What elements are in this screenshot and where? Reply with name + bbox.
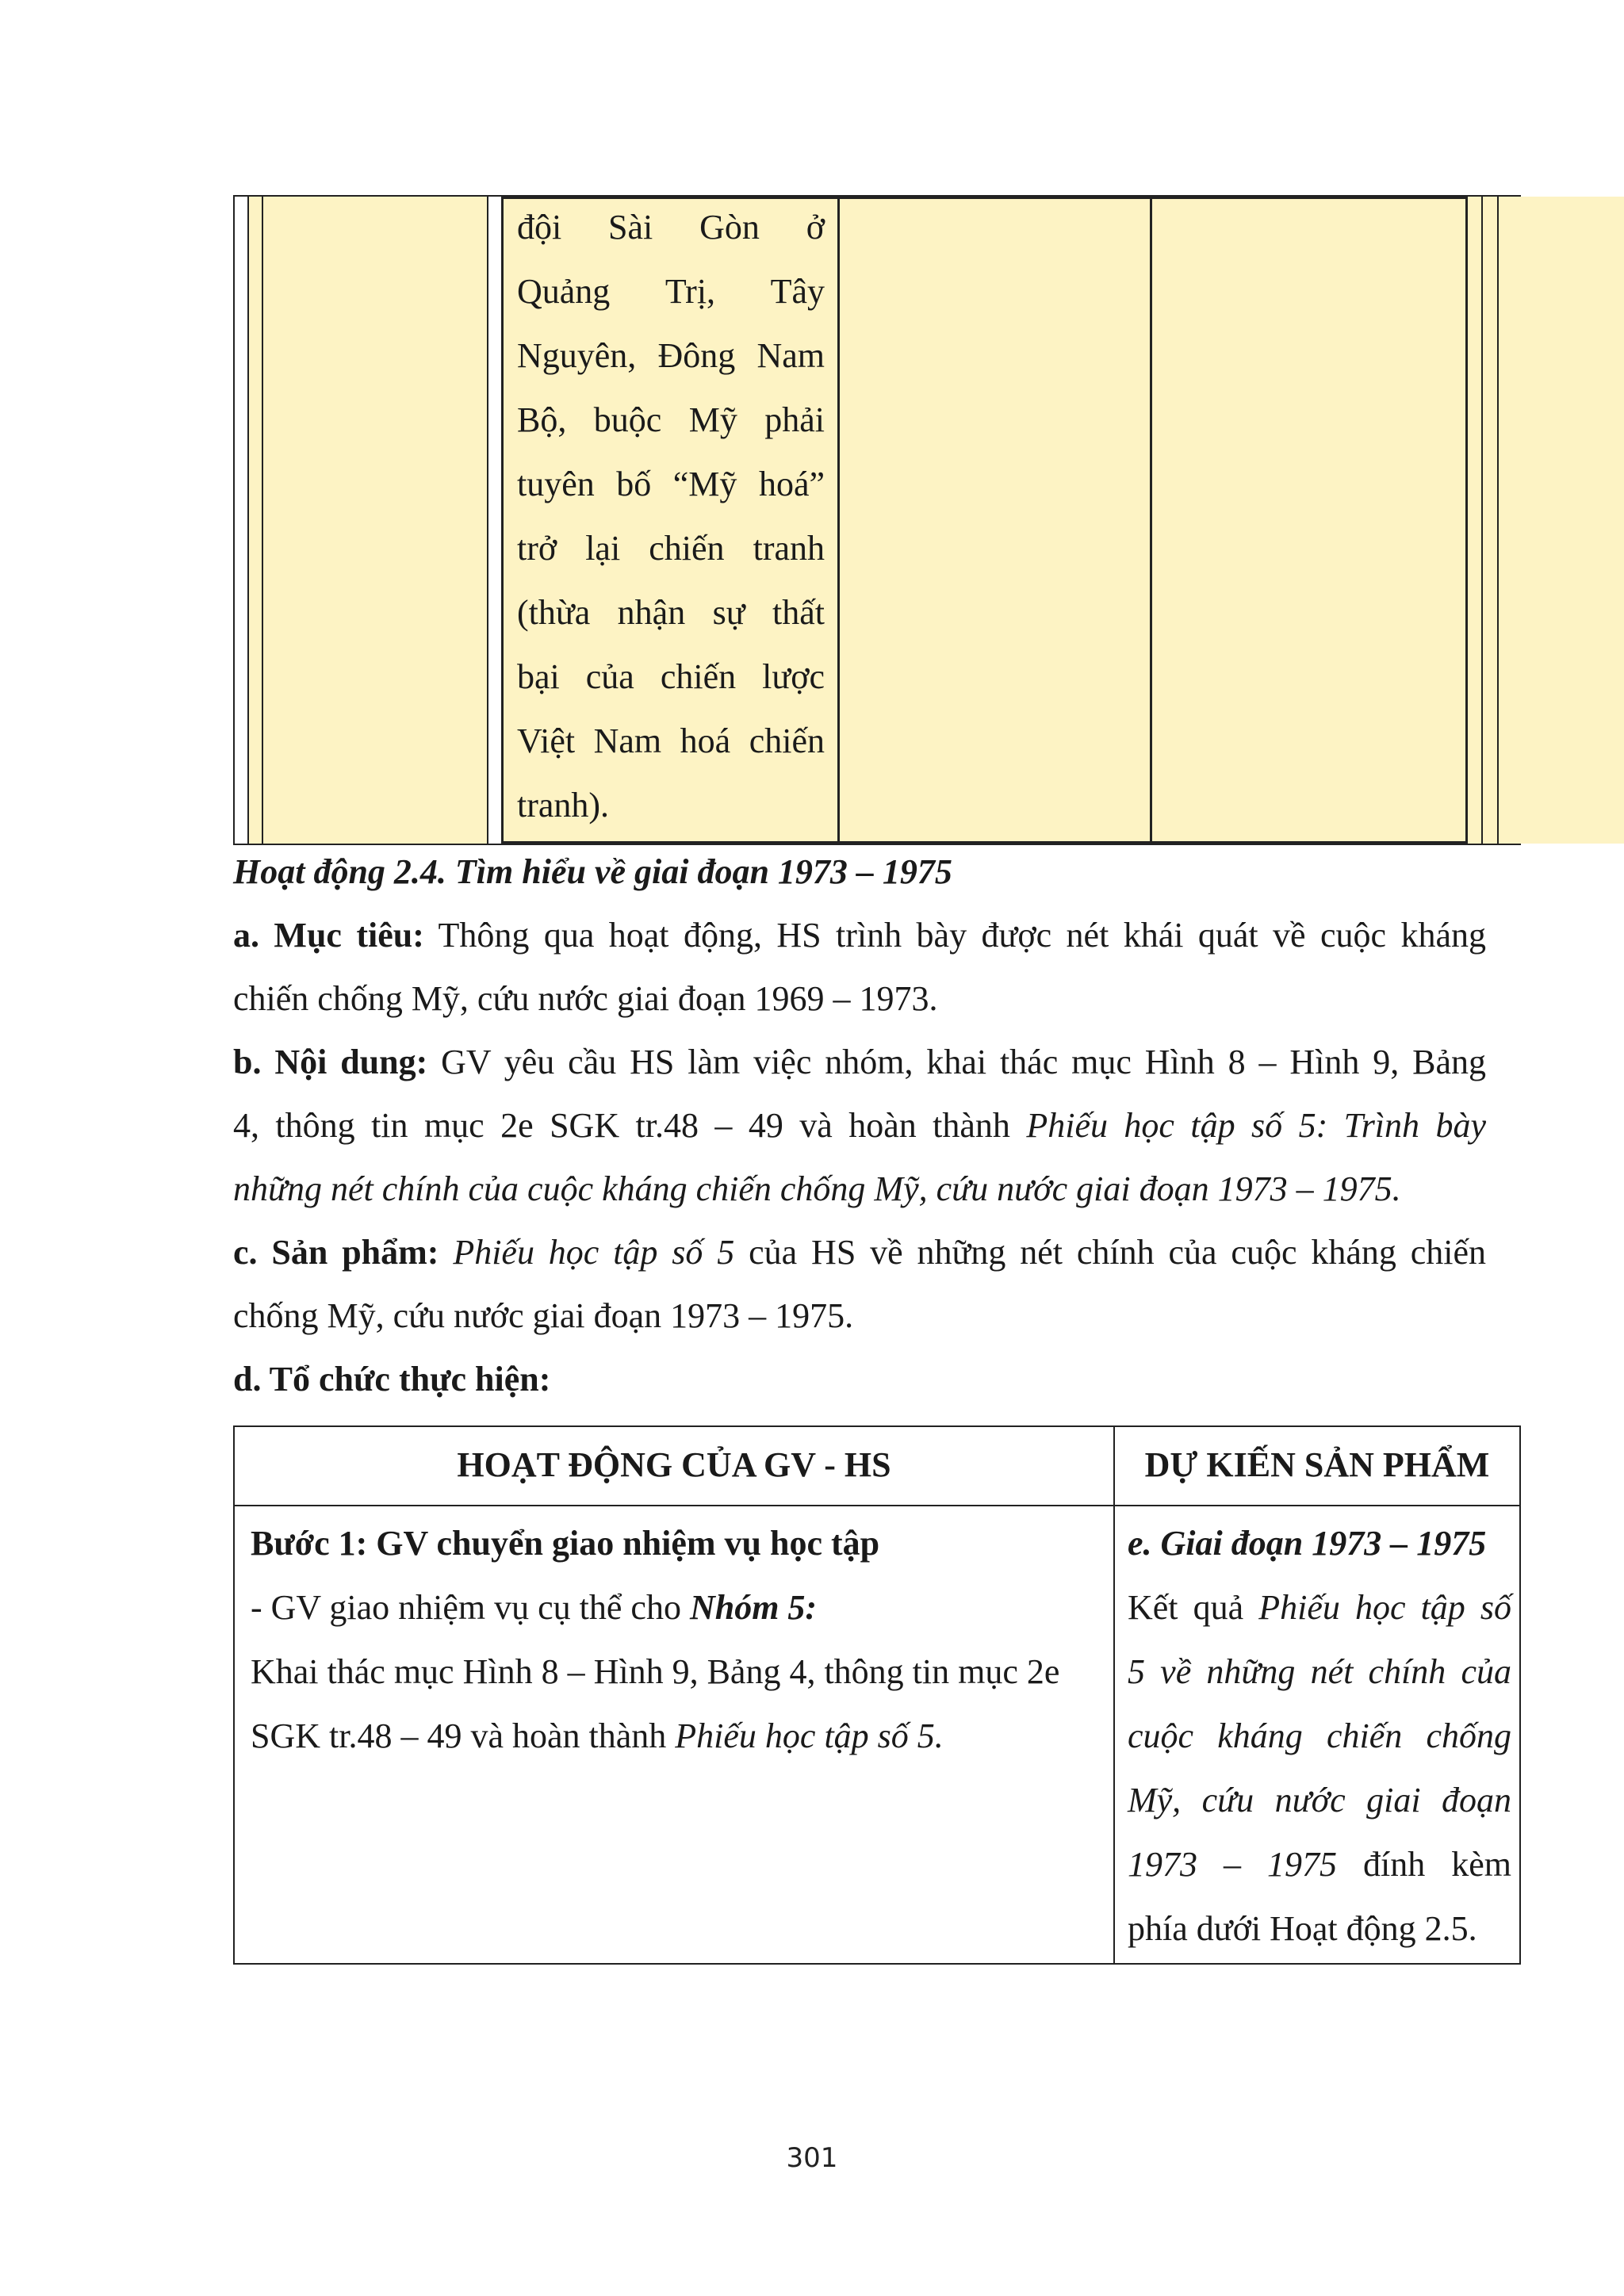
task-italic: Phiếu học tập số 5. — [675, 1716, 944, 1755]
san-pham-label: c. Sản phẩm: — [233, 1233, 439, 1272]
table-border — [837, 197, 840, 844]
result-line-1 — [1128, 1575, 1511, 1640]
noi-dung-line-1 — [233, 1031, 1486, 1094]
san-pham-italic: Phiếu học tập số 5 — [439, 1233, 735, 1272]
noi-dung-line-2 — [233, 1094, 1486, 1158]
result-line-2: 5 về những nét chính của — [1128, 1652, 1511, 1691]
cell-line: đội Sài Gòn ở — [517, 208, 825, 247]
table-border — [247, 197, 249, 844]
table-border — [1150, 197, 1152, 844]
cell-line: trở lại chiến tranh — [517, 529, 825, 568]
heading-text: Hoạt động 2.4. Tìm hiểu về giai đoạn 1973 – 1975 — [233, 852, 952, 891]
task-text: SGK tr.48 – 49 và hoàn thành — [251, 1716, 676, 1755]
muc-tieu-text-2: chiến chống Mỹ, cứu nước giai đoạn 1969 – 1973. — [233, 979, 938, 1018]
cell-line: tranh). — [517, 786, 610, 825]
muc-tieu-line-2 — [233, 967, 937, 1031]
assign-line — [251, 1575, 1099, 1640]
table-cell-activity — [251, 1511, 1099, 1768]
table-border — [1497, 197, 1499, 844]
table-border — [1113, 1427, 1115, 1963]
cell-line: Nguyên, Đông Nam — [517, 336, 825, 375]
result-italic: Phiếu học tập số — [1258, 1588, 1511, 1627]
result-line-3: cuộc kháng chiến chống — [1128, 1716, 1511, 1755]
activity-heading — [233, 840, 952, 904]
table-cell-text — [517, 195, 825, 837]
table-header-teacher-student: HOẠT ĐỘNG CỦA GV - HS — [457, 1445, 891, 1484]
table-border — [1465, 197, 1468, 844]
task-line-2 — [251, 1704, 1099, 1768]
san-pham-text-2: chống Mỹ, cứu nước giai đoạn 1973 – 1975. — [233, 1296, 854, 1335]
result-line-4: Mỹ, cứu nước giai đoạn — [1128, 1781, 1511, 1820]
table-border — [487, 197, 488, 844]
table-header-expected-product: DỰ KIẾN SẢN PHẨM — [1144, 1445, 1490, 1484]
san-pham-line-1 — [233, 1221, 1486, 1284]
cell-line: Việt Nam hoá chiến — [517, 721, 825, 760]
san-pham-text: của HS về những nét chính của cuộc kháng chiến — [734, 1233, 1487, 1272]
table-border — [1481, 197, 1483, 844]
result-title: e. Giai đoạn 1973 – 1975 — [1128, 1524, 1487, 1563]
table-border — [262, 197, 263, 844]
page-number: 301 — [786, 2142, 838, 2174]
continued-table — [233, 195, 1521, 845]
noi-dung-text: GV yêu cầu HS làm việc nhóm, khai thác mục Hình 8 – Hình 9, Bảng — [427, 1043, 1486, 1081]
result-years: 1973 – 1975 — [1128, 1845, 1338, 1884]
noi-dung-italic-2: những nét chính của cuộc kháng chiến chống Mỹ, cứu nước giai đoạn 1973 – 1975. — [233, 1169, 1401, 1208]
muc-tieu-label: a. Mục tiêu: — [233, 916, 424, 955]
step-title: Bước 1: GV chuyển giao nhiệm vụ học tập — [251, 1524, 880, 1563]
table-border — [501, 197, 504, 844]
result-attach: đính kèm — [1337, 1845, 1512, 1884]
noi-dung-italic: Phiếu học tập số 5: Trình bày — [1026, 1106, 1486, 1145]
noi-dung-label: b. Nội dung: — [233, 1043, 428, 1081]
muc-tieu-line-1 — [233, 904, 1486, 967]
cell-line: tuyên bố “Mỹ hoá” — [517, 465, 825, 503]
assign-group: Nhóm 5: — [689, 1588, 818, 1627]
noi-dung-line-3 — [233, 1158, 1401, 1221]
cell-line: Bộ, buộc Mỹ phải — [517, 400, 825, 439]
result-text: Kết quả — [1128, 1588, 1259, 1627]
to-chuc-heading — [233, 1348, 550, 1411]
muc-tieu-text: Thông qua hoạt động, HS trình bày được nét khái quát về cuộc kháng — [423, 916, 1487, 955]
result-line-6: phía dưới Hoạt động 2.5. — [1128, 1909, 1477, 1948]
cell-line: (thừa nhận sự thất — [517, 593, 825, 632]
san-pham-line-2 — [233, 1284, 853, 1348]
cell-line: bại của chiến lược — [517, 657, 825, 696]
cell-line: Quảng Trị, Tây — [517, 272, 825, 311]
to-chuc-text: d. Tổ chức thực hiện: — [233, 1360, 551, 1399]
noi-dung-text-2: 4, thông tin mục 2e SGK tr.48 – 49 và hoàn thành — [233, 1106, 1027, 1145]
table-cell-product — [1128, 1511, 1511, 1961]
table-border — [235, 1505, 1519, 1506]
task-line-1: Khai thác mục Hình 8 – Hình 9, Bảng 4, thông tin mục 2e — [251, 1652, 1060, 1691]
result-line-5 — [1128, 1832, 1511, 1896]
assign-text: - GV giao nhiệm vụ cụ thể cho — [251, 1588, 690, 1627]
table-cell-shaded — [249, 197, 488, 844]
activity-table — [233, 1425, 1521, 1965]
